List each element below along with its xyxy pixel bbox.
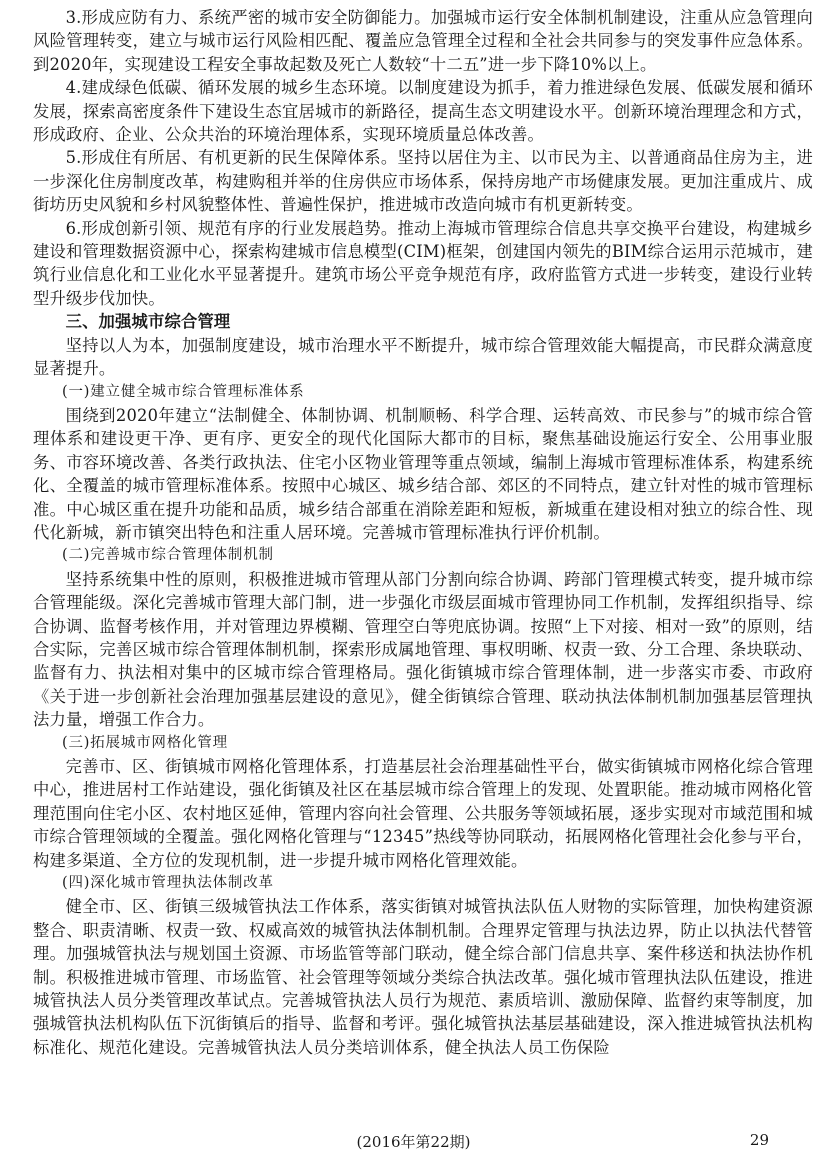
- subheading-3: (三)拓展城市网格化管理: [62, 734, 228, 751]
- document-body: [33, 6, 813, 1059]
- paragraph-standards: 围绕到2020年建立“法制健全、体制协调、机制顺畅、科学合理、运转高效、市民参与”的城市综合管理体系和建设更干净、更有序、更安全的现代化国际大都市的目标，聚焦基础设施运行安全、公用事业服务、市容环境改善、各类行政执法、住宅小区物业管理等重点领域，编制上海城市管理标准体系，构建系统化、全覆盖的城市管理标准体系。按照中心城区、城乡结合部、郊区的不同特点，建立针对性的城市管理标准。中心城区重在提升功能和品质，城乡结合部重在消除差距和短板，新城重在建设相对独立的综合性、现代化新城，新市镇突出特色和注重人居环境。完善城市管理标准执行评价机制。: [33, 405, 813, 542]
- paragraph-item-3: 3.形成应防有力、系统严密的城市安全防御能力。加强城市运行安全体制机制建设，注重从应急管理向风险管理转变，建立与城市运行风险相匹配、覆盖应急管理全过程和全社会共同参与的突发事件应急体系。到2020年，实现建设工程安全事故起数及死亡人数较“十二五”进一步下降10%以上。: [33, 8, 813, 74]
- subheading-4: (四)深化城市管理执法体制改革: [62, 875, 274, 892]
- section-heading: 三、加强城市综合管理: [65, 312, 231, 332]
- subheading-1: (一)建立健全城市综合管理标准体系: [62, 383, 305, 400]
- page-number: 29: [749, 1131, 769, 1149]
- paragraph-item-5: 5.形成住有所居、有机更新的民生保障体系。坚持以居住为主、以市民为主、以普通商品住房为主，进一步深化住房制度改革，构建购租并举的住房供应市场体系，保持房地产市场健康发展。更加注重成片、成街坊历史风貌和乡村风貌整体性、普遍性保护，推进城市改造向城市有机更新转变。: [33, 148, 813, 215]
- issue-label: (2016年第22期): [356, 1133, 471, 1151]
- paragraph-item-6: 6.形成创新引领、规范有序的行业发展趋势。推动上海城市管理综合信息共享交换平台建设，构建城乡建设和管理数据资源中心，探索构建城市信息模型(CIM)框架，创建国内领先的BIM综合运用示范城市，建筑行业信息化和工业化水平显著提升。建筑市场公平竞争规范有序，政府监管方式进一步转变，建设行业转型升级步伐加快。: [33, 218, 813, 308]
- paragraph-grid: 完善市、区、街镇城市网格化管理体系，打造基层社会治理基础性平台，做实街镇城市网格化综合管理中心，推进居村工作站建设，强化街镇及社区在基层城市综合管理上的发现、处置职能。推动城市网格化管理范围向住宅小区、农村地区延伸，管理内容向社会管理、公共服务等领域拓展，逐步实现对市域范围和城市综合管理领域的全覆盖。强化网格化管理与“12345”热线等协同联动，拓展网格化管理社会化参与平台，构建多渠道、全方位的发现机制，进一步提升城市网格化管理效能。: [33, 757, 813, 870]
- subheading-2: (二)完善城市综合管理体制机制: [62, 547, 274, 564]
- paragraph-mechanism: 坚持系统集中性的原则，积极推进城市管理从部门分割向综合协调、跨部门管理模式转变，提升城市综合管理能级。深化完善城市管理大部门制，进一步强化市级层面城市管理协同工作机制，发挥组织指导、综合协调、监督考核作用，并对管理边界模糊、管理空白等兜底协调。按照“上下对接、相对一致”的原则，结合实际，完善区城市综合管理体制机制，探索形成属地管理、事权明晰、权责一致、分工合理、条块联动、监督有力、执法相对集中的区城市综合管理格局。强化街镇城市综合管理体制，进一步落实市委、市政府《关于进一步创新社会治理加强基层建设的意见》，健全街镇综合管理、联动执法体制机制加强基层管理执法力量，增强工作合力。: [33, 569, 813, 730]
- paragraph-item-4: 4.建成绿色低碳、循环发展的城乡生态环境。以制度建设为抓手，着力推进绿色发展、低碳发展和循环发展，探索高密度条件下建设生态宜居城市的新路径，提高生态文明建设水平。创新环境治理理念和方式，形成政府、企业、公众共治的环境治理体系，实现环境质量总体改善。: [33, 78, 813, 145]
- paragraph-enforcement: 健全市、区、街镇三级城管执法工作体系，落实街镇对城管执法队伍人财物的实际管理，加快构建资源整合、职责清晰、权责一致、权威高效的城管执法体制机制。合理界定管理与执法边界，防止以执法代替管理。加强城管执法与规划国土资源、市场监管等部门联动，健全综合部门信息共享、案件移送和执法协作机制。积极推进城市管理、市场监管、社会管理等领域分类综合执法改革。强化城市管理执法队伍建设，推进城管执法人员分类管理改革试点。完善城管执法人员行为规范、素质培训、激励保障、监督约束等制度，加强城管执法机构队伍下沉街镇后的指导、监督和考评。强化城管执法基层基础建设，深入推进城管执法机构标准化、规范化建设。完善城管执法人员分类培训体系，健全执法人员工伤保险: [33, 897, 813, 1057]
- page-footer: [0, 1131, 827, 1155]
- section-intro: 坚持以人为本，加强制度建设，城市治理水平不断提升，城市综合管理效能大幅提高，市民群众满意度显著提升。: [33, 335, 813, 379]
